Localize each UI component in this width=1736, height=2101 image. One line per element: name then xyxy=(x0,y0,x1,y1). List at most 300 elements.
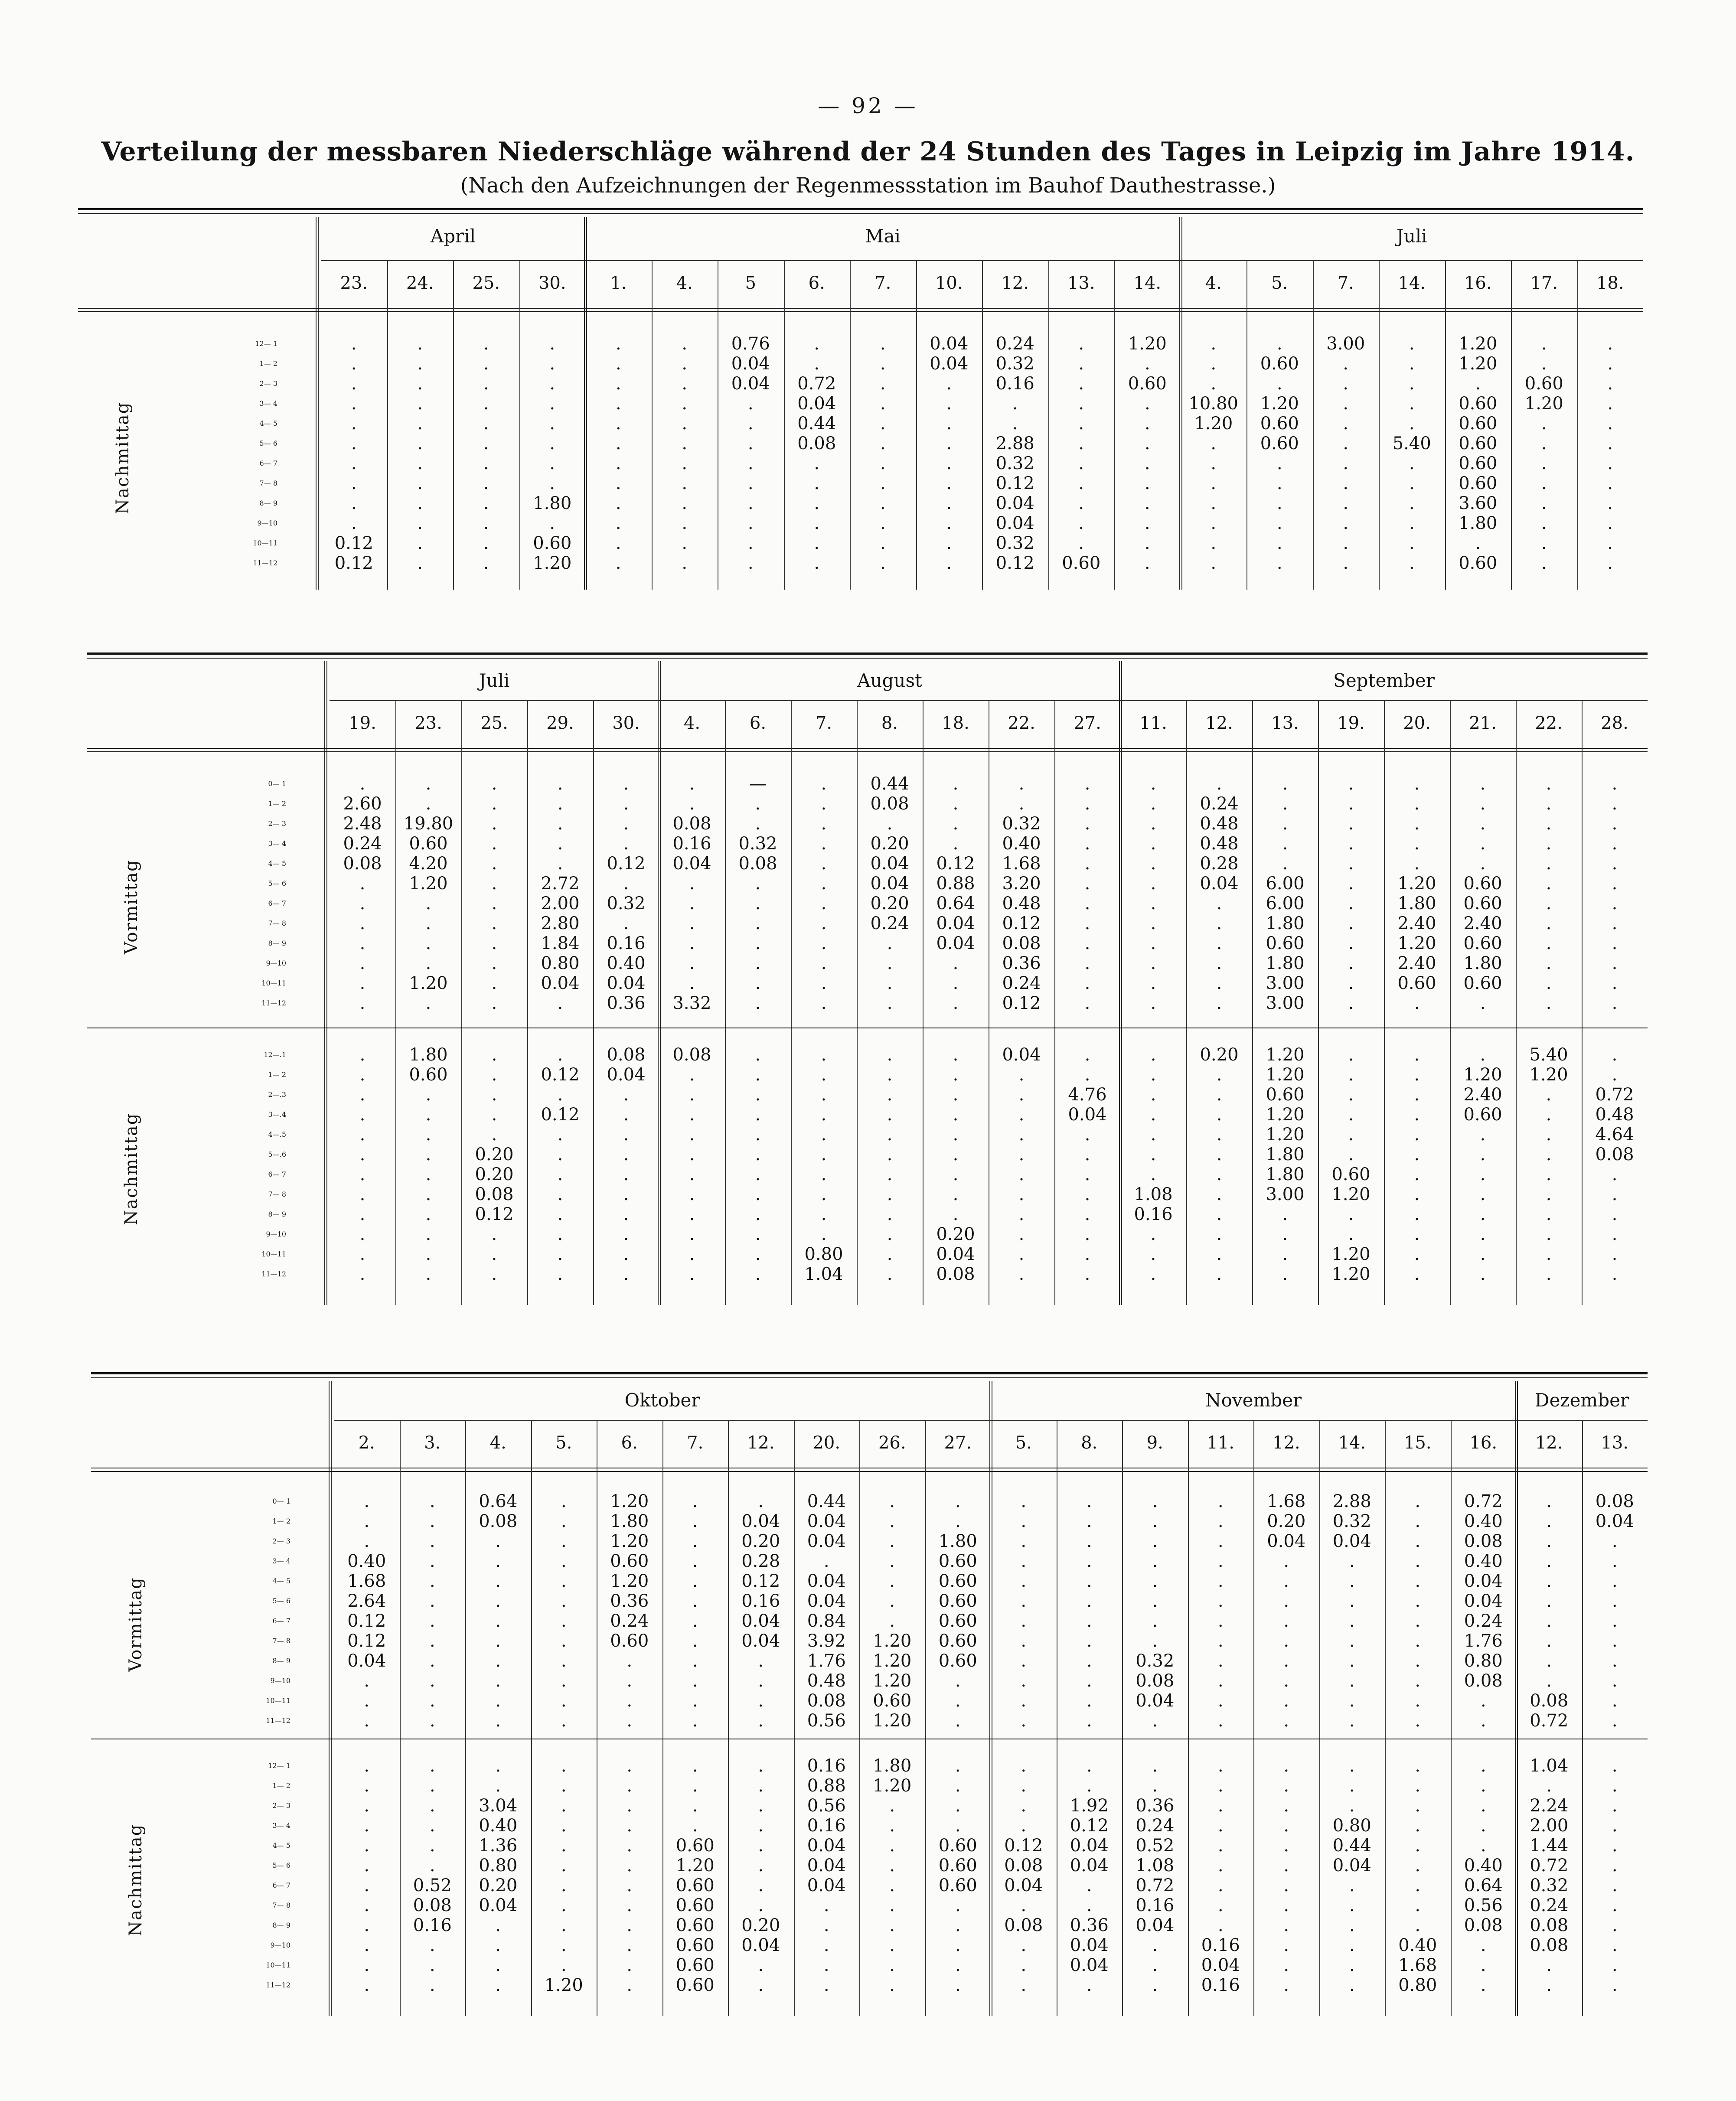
table-cell: . xyxy=(821,854,827,874)
month-header: Dezember xyxy=(1534,1390,1629,1411)
table-cell: . xyxy=(755,1165,761,1184)
day-header-rule xyxy=(87,748,1648,749)
table-cell: 0.36 xyxy=(607,993,646,1013)
table-cell: . xyxy=(561,1756,567,1776)
table-cell: . xyxy=(491,953,497,973)
table-cell: . xyxy=(1415,1551,1421,1571)
table-cell: 0.08 xyxy=(1004,1915,1043,1935)
table-cell: . xyxy=(1348,993,1354,1013)
table-cell: . xyxy=(1018,1065,1025,1085)
table-cell: . xyxy=(1144,354,1150,374)
table-cell: . xyxy=(623,1184,629,1204)
table-cell: . xyxy=(1480,1224,1486,1244)
day-header: 17. xyxy=(1530,273,1558,293)
table-cell: . xyxy=(1216,894,1222,913)
table-cell: . xyxy=(692,1816,698,1836)
table-cell: . xyxy=(682,513,688,533)
table-cell: 1.20 xyxy=(1260,394,1299,414)
table-cell: 0.04 xyxy=(930,334,969,354)
table-cell: 0.40 xyxy=(347,1551,386,1571)
table-cell: . xyxy=(814,453,820,473)
table-cell: . xyxy=(1612,1045,1618,1065)
table-cell: . xyxy=(1144,394,1150,414)
table-cell: 0.80 xyxy=(541,953,580,973)
table-cell: . xyxy=(1217,1591,1224,1611)
table-cell: . xyxy=(425,1264,431,1284)
table-cell: . xyxy=(483,394,489,414)
block-label: Nachmittag xyxy=(113,401,133,514)
table-cell: . xyxy=(1021,1895,1027,1915)
day-header: 5. xyxy=(555,1433,572,1453)
table-cell: 0.04 xyxy=(1070,1836,1109,1856)
day-header: 4. xyxy=(683,713,701,733)
table-cell: . xyxy=(1612,933,1618,953)
day-header: 12. xyxy=(1272,1433,1300,1453)
table-top-rule-thin xyxy=(78,213,1643,214)
table-cell: 0.20 xyxy=(1200,1045,1239,1065)
table-cell: 1.04 xyxy=(804,1264,843,1284)
table-cell: . xyxy=(429,1611,435,1631)
hour-label: 12—.1 xyxy=(264,1050,286,1059)
table-cell: . xyxy=(1546,1184,1552,1204)
table-cell: . xyxy=(821,1184,827,1204)
table-cell: . xyxy=(1150,973,1156,993)
table-cell: . xyxy=(615,394,621,414)
table-cell: 3.00 xyxy=(1266,973,1305,993)
table-cell: . xyxy=(1343,394,1349,414)
table-cell: 2.40 xyxy=(1397,953,1436,973)
table-cell: . xyxy=(1283,1816,1289,1836)
table-cell: . xyxy=(953,973,959,993)
table-cell: . xyxy=(1409,414,1415,434)
table-cell: . xyxy=(821,1105,827,1125)
hour-label: 1— 2 xyxy=(268,799,286,808)
table-cell: . xyxy=(1409,394,1415,414)
table-cell: . xyxy=(351,513,357,533)
table-cell: . xyxy=(1349,1796,1355,1816)
table-cell: . xyxy=(549,374,555,394)
table-cell: . xyxy=(1216,973,1222,993)
hour-label: 1— 2 xyxy=(272,1781,290,1790)
table-cell: 1.20 xyxy=(675,1856,715,1876)
table-cell: . xyxy=(1415,1816,1421,1836)
table-cell: . xyxy=(495,1915,501,1935)
table-cell: 1.20 xyxy=(1266,1105,1305,1125)
table-cell: 0.60 xyxy=(1062,553,1101,573)
table-cell: . xyxy=(1546,1776,1552,1796)
day-header: 23. xyxy=(414,713,442,733)
table-cell: . xyxy=(483,473,489,493)
hour-label: 0— 1 xyxy=(272,1497,290,1505)
table-cell: . xyxy=(561,1671,567,1691)
table-cell: . xyxy=(1480,1975,1486,1995)
table-cell: . xyxy=(1480,1836,1486,1856)
table-cell: . xyxy=(755,933,761,953)
table-cell: 0.20 xyxy=(475,1165,514,1184)
table-cell: . xyxy=(1612,1631,1618,1651)
table-cell: . xyxy=(1021,1611,1027,1631)
day-header: 22. xyxy=(1008,713,1035,733)
table-cell: . xyxy=(953,953,959,973)
table-cell: 0.44 xyxy=(1332,1836,1371,1856)
table-cell: . xyxy=(1283,1691,1289,1711)
table-cell: . xyxy=(955,1895,961,1915)
table-cell: . xyxy=(1541,334,1547,354)
table-cell: . xyxy=(1150,1264,1156,1284)
table-cell: . xyxy=(689,774,695,794)
table-cell: . xyxy=(491,894,497,913)
table-cell: . xyxy=(1415,1776,1421,1796)
table-cell: . xyxy=(1612,1856,1618,1876)
table-cell: . xyxy=(1217,1671,1224,1691)
table-cell: 0.12 xyxy=(347,1611,386,1631)
table-cell: 0.40 xyxy=(1002,834,1041,854)
table-cell: . xyxy=(1349,1591,1355,1611)
table-cell: . xyxy=(955,1975,961,1995)
table-cell: . xyxy=(1021,1691,1027,1711)
table-cell: 0.24 xyxy=(870,913,909,933)
table-cell: 0.04 xyxy=(1070,1935,1109,1955)
table-cell: . xyxy=(1021,1975,1027,1995)
table-cell: . xyxy=(1414,1085,1420,1105)
table-cell: . xyxy=(1343,434,1349,453)
table-cell: . xyxy=(1409,473,1415,493)
table-cell: . xyxy=(1415,1571,1421,1591)
table-cell: . xyxy=(1415,1915,1421,1935)
table-cell: 0.12 xyxy=(475,1204,514,1224)
table-cell: . xyxy=(1283,1551,1289,1571)
table-cell: . xyxy=(1150,874,1156,894)
table-cell: 0.12 xyxy=(741,1571,780,1591)
table-cell: . xyxy=(1480,1796,1486,1816)
table-cell: . xyxy=(623,1085,629,1105)
table-cell: . xyxy=(953,1065,959,1085)
table-cell: . xyxy=(549,394,555,414)
table-cell: 0.04 xyxy=(1002,1045,1041,1065)
table-cell: . xyxy=(429,1551,435,1571)
table-cell: . xyxy=(692,1671,698,1691)
table-cell: 0.44 xyxy=(807,1491,846,1511)
table-cell: . xyxy=(1414,814,1420,834)
table-cell: . xyxy=(1349,1651,1355,1671)
table-cell: . xyxy=(1021,1631,1027,1651)
table-cell: . xyxy=(359,913,365,933)
table-cell: . xyxy=(1078,533,1084,553)
table-cell: . xyxy=(364,1671,370,1691)
day-header: 16. xyxy=(1464,273,1492,293)
month-header: April xyxy=(430,225,476,247)
table-cell: . xyxy=(887,1204,893,1224)
day-header: 26. xyxy=(878,1433,906,1453)
table-cell: . xyxy=(425,1165,431,1184)
table-cell: . xyxy=(364,1776,370,1796)
month-header: Juli xyxy=(479,670,510,691)
table-cell: . xyxy=(755,973,761,993)
table-cell: . xyxy=(1415,1511,1421,1531)
table-cell: . xyxy=(364,1895,370,1915)
table-cell: 1.20 xyxy=(1459,354,1498,374)
hour-label: 4— 5 xyxy=(259,419,277,427)
table-cell: 0.04 xyxy=(936,933,975,953)
table-cell: . xyxy=(692,1691,698,1711)
table-cell: 1.20 xyxy=(1266,1125,1305,1145)
table-cell: . xyxy=(1612,1796,1618,1816)
table-cell: . xyxy=(682,354,688,374)
table-cell: . xyxy=(495,1531,501,1551)
table-cell: 0.72 xyxy=(1136,1876,1175,1895)
table-cell: . xyxy=(1612,1651,1618,1671)
table-cell: . xyxy=(1546,894,1552,913)
table-cell: . xyxy=(1414,1204,1420,1224)
table-cell: . xyxy=(1283,1915,1289,1935)
table-cell: . xyxy=(955,1491,961,1511)
table-cell: 1.08 xyxy=(1134,1184,1173,1204)
table-cell: 0.36 xyxy=(1136,1796,1175,1816)
table-cell: . xyxy=(758,1955,764,1975)
table-cell: . xyxy=(351,414,357,434)
table-cell: 1.80 xyxy=(409,1045,448,1065)
table-cell: 0.12 xyxy=(334,533,373,553)
table-cell: . xyxy=(1607,513,1613,533)
table-cell: 0.04 xyxy=(995,513,1034,533)
table-cell: 0.60 xyxy=(610,1551,649,1571)
table-cell: . xyxy=(1343,513,1349,533)
table-cell: . xyxy=(955,1691,961,1711)
table-cell: 1.20 xyxy=(873,1631,912,1651)
table-cell: . xyxy=(1348,1045,1354,1065)
table-cell: . xyxy=(1086,1895,1092,1915)
table-cell: 0.20 xyxy=(479,1876,518,1895)
table-cell: 0.32 xyxy=(995,453,1034,473)
table-cell: . xyxy=(692,1796,698,1816)
table-cell: 0.20 xyxy=(870,894,909,913)
table-cell: 1.20 xyxy=(610,1571,649,1591)
table-cell: 6.00 xyxy=(1266,894,1305,913)
table-cell: 0.60 xyxy=(938,1571,977,1591)
day-header: 25. xyxy=(480,713,508,733)
table-cell: . xyxy=(429,1511,435,1531)
table-cell: . xyxy=(889,1571,895,1591)
table-cell: . xyxy=(1150,1145,1156,1165)
table-cell: 0.72 xyxy=(1595,1085,1634,1105)
table-cell: . xyxy=(1018,1264,1025,1284)
table-cell: . xyxy=(1415,1836,1421,1856)
table-cell: . xyxy=(1282,814,1288,834)
table-cell: . xyxy=(359,1085,365,1105)
table-cell: 0.76 xyxy=(731,334,770,354)
table-cell: . xyxy=(359,933,365,953)
table-cell: . xyxy=(814,533,820,553)
table-cell: . xyxy=(1348,1085,1354,1105)
table-cell: . xyxy=(1216,774,1222,794)
table-cell: . xyxy=(1211,354,1217,374)
table-cell: 0.08 xyxy=(413,1895,452,1915)
table-cell: 0.04 xyxy=(930,354,969,374)
table-cell: . xyxy=(1150,854,1156,874)
label-column-divider xyxy=(329,1381,332,2016)
table-cell: . xyxy=(1480,1264,1486,1284)
table-cell: . xyxy=(887,1165,893,1184)
hour-label: 3— 4 xyxy=(259,399,277,408)
day-header: 13. xyxy=(1067,273,1095,293)
table-cell: . xyxy=(615,354,621,374)
table-cell: . xyxy=(1612,1244,1618,1264)
table-cell: . xyxy=(615,334,621,354)
table-cell: . xyxy=(1607,493,1613,513)
table-cell: 0.04 xyxy=(1464,1571,1503,1591)
table-cell: . xyxy=(1021,1816,1027,1836)
table-cell: . xyxy=(1283,1776,1289,1796)
table-cell: . xyxy=(889,1876,895,1895)
hour-label: 2— 3 xyxy=(272,1801,290,1810)
table-cell: . xyxy=(953,1105,959,1125)
table-cell: 0.60 xyxy=(1260,414,1299,434)
table-cell: . xyxy=(425,1244,431,1264)
table-cell: . xyxy=(1283,1955,1289,1975)
table-cell: . xyxy=(1349,1895,1355,1915)
table-cell: 0.12 xyxy=(936,854,975,874)
table-cell: 0.04 xyxy=(607,1065,646,1085)
table-cell: . xyxy=(1021,1955,1027,1975)
table-top-rule-thin xyxy=(91,1377,1648,1378)
table-cell: . xyxy=(1152,1776,1158,1796)
table-cell: 0.40 xyxy=(607,953,646,973)
table-cell: 0.60 xyxy=(1260,354,1299,374)
table-cell: . xyxy=(429,1691,435,1711)
table-cell: . xyxy=(1409,354,1415,374)
table-cell: . xyxy=(1414,794,1420,814)
table-cell: 0.56 xyxy=(1464,1895,1503,1915)
table-cell: 0.12 xyxy=(541,1105,580,1125)
table-cell: . xyxy=(1607,394,1613,414)
table-cell: . xyxy=(359,1045,365,1065)
table-cell: . xyxy=(1086,1631,1092,1651)
day-header: 29. xyxy=(546,713,574,733)
day-header: 13. xyxy=(1601,1433,1629,1453)
table-cell: . xyxy=(887,1244,893,1264)
table-cell: . xyxy=(1152,1591,1158,1611)
table-cell: . xyxy=(561,1491,567,1511)
table-cell: . xyxy=(1283,1631,1289,1651)
day-header: 6. xyxy=(621,1433,638,1453)
table-cell: . xyxy=(889,1895,895,1915)
table-cell: . xyxy=(1546,1631,1552,1651)
table-cell: . xyxy=(417,473,423,493)
table-cell: . xyxy=(821,913,827,933)
table-cell: 0.24 xyxy=(1002,973,1041,993)
table-cell: . xyxy=(1084,993,1090,1013)
table-cell: . xyxy=(1349,1671,1355,1691)
table-cell: 0.40 xyxy=(1464,1511,1503,1531)
table-cell: . xyxy=(1349,1756,1355,1776)
table-cell: . xyxy=(627,1955,633,1975)
day-header: 12. xyxy=(1205,713,1233,733)
table-cell: . xyxy=(1078,473,1084,493)
table-cell: . xyxy=(615,434,621,453)
table-cell: 0.32 xyxy=(1530,1876,1569,1895)
table-cell: . xyxy=(615,493,621,513)
table-cell: . xyxy=(1282,1264,1288,1284)
table-cell: 0.48 xyxy=(1002,894,1041,913)
table-cell: . xyxy=(1612,953,1618,973)
table-cell: . xyxy=(1414,1184,1420,1204)
table-cell: . xyxy=(1348,814,1354,834)
table-cell: 1.44 xyxy=(1530,1836,1569,1856)
table-cell: . xyxy=(557,814,563,834)
table-cell: . xyxy=(1415,1711,1421,1731)
table-cell: 0.16 xyxy=(807,1816,846,1836)
table-cell: 0.16 xyxy=(741,1591,780,1611)
day-header: 6. xyxy=(749,713,767,733)
table-cell: . xyxy=(364,1816,370,1836)
table-cell: 0.44 xyxy=(797,414,836,434)
table-cell: . xyxy=(425,933,431,953)
table-cell: . xyxy=(1282,1224,1288,1244)
table-cell: . xyxy=(814,473,820,493)
table-cell: . xyxy=(627,1691,633,1711)
table-cell: . xyxy=(623,913,629,933)
table-cell: . xyxy=(417,394,423,414)
hour-label: 5— 6 xyxy=(272,1861,290,1869)
hour-label: 6— 7 xyxy=(259,459,277,467)
table-cell: . xyxy=(1612,1065,1618,1085)
table-cell: . xyxy=(1084,1224,1090,1244)
table-cell: . xyxy=(1414,854,1420,874)
table-cell: . xyxy=(1348,913,1354,933)
day-header: 3. xyxy=(424,1433,441,1453)
table-cell: . xyxy=(495,1756,501,1776)
table-cell: . xyxy=(747,473,754,493)
table-cell: . xyxy=(1546,1611,1552,1631)
day-header: 7. xyxy=(875,273,891,293)
table-cell: . xyxy=(747,513,754,533)
table-cell: 0.60 xyxy=(938,1651,977,1671)
table-cell: . xyxy=(1414,1244,1420,1264)
table-cell: . xyxy=(1283,1651,1289,1671)
table-cell: . xyxy=(1546,993,1552,1013)
table-cell: . xyxy=(364,1955,370,1975)
table-cell: . xyxy=(953,1045,959,1065)
table-cell: . xyxy=(557,1264,563,1284)
table-cell: . xyxy=(689,1244,695,1264)
table-cell: 2.80 xyxy=(541,913,580,933)
hour-label: 12— 1 xyxy=(268,1762,290,1770)
table-cell: . xyxy=(689,913,695,933)
table-top-rule-thin xyxy=(87,658,1648,659)
table-cell: . xyxy=(1348,1065,1354,1085)
table-cell: 1.20 xyxy=(1463,1065,1502,1085)
table-cell: . xyxy=(1012,414,1018,434)
table-cell: . xyxy=(1216,1165,1222,1184)
table-cell: . xyxy=(1217,1816,1224,1836)
hour-label: 9—10 xyxy=(270,1941,290,1949)
table-cell: 4.20 xyxy=(409,854,448,874)
table-cell: 1.20 xyxy=(1331,1244,1371,1264)
table-cell: . xyxy=(1084,1145,1090,1165)
table-cell: . xyxy=(1283,1975,1289,1995)
table-cell: . xyxy=(623,1165,629,1184)
table-cell: . xyxy=(1144,453,1150,473)
table-cell: . xyxy=(887,1085,893,1105)
table-cell: 0.60 xyxy=(675,1876,715,1895)
table-cell: . xyxy=(491,913,497,933)
table-cell: 0.60 xyxy=(1463,874,1502,894)
table-cell: 2.40 xyxy=(1463,913,1502,933)
table-cell: . xyxy=(747,394,754,414)
table-cell: . xyxy=(1086,1671,1092,1691)
table-cell: . xyxy=(946,493,952,513)
table-cell: . xyxy=(623,834,629,854)
